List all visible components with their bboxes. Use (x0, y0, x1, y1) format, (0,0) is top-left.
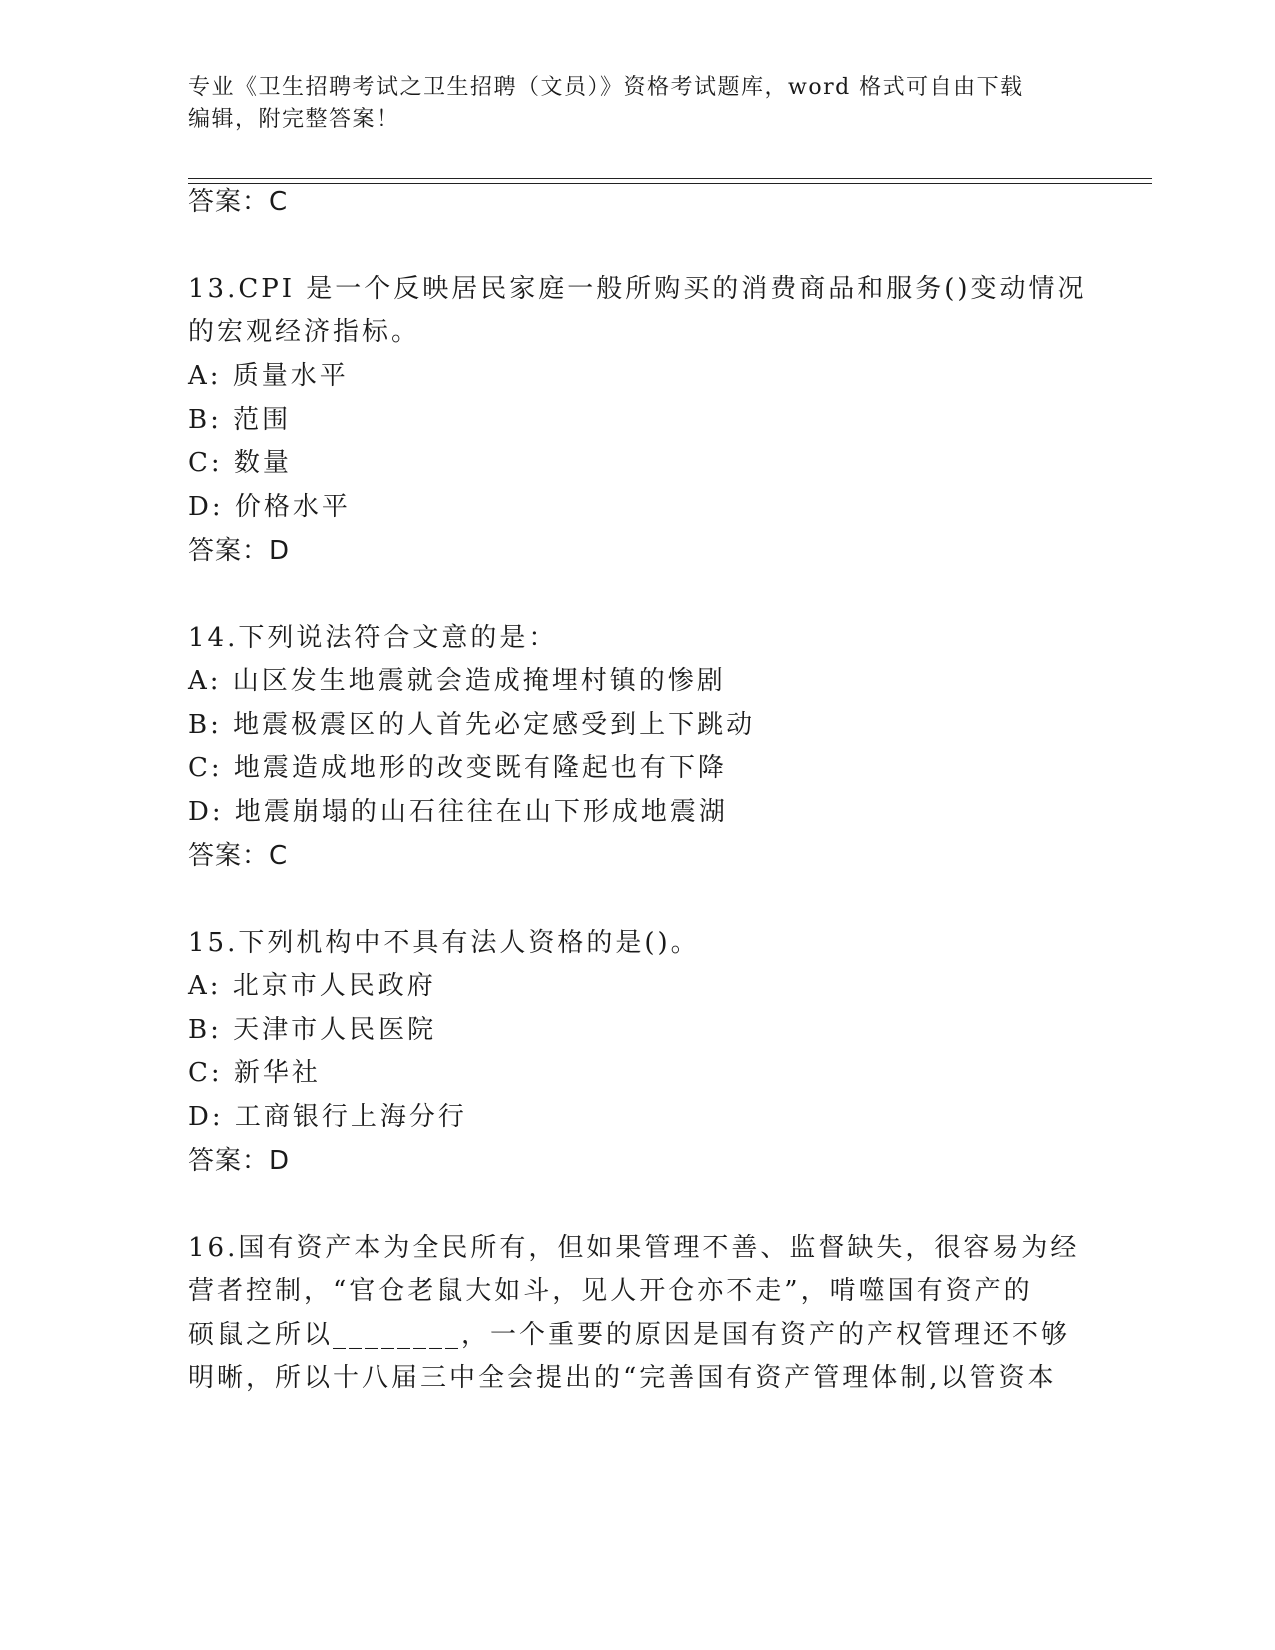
header-divider (188, 178, 1152, 184)
question-15-option-b: B: 天津市人民医院 (188, 1015, 437, 1045)
question-14-option-b: B: 地震极震区的人首先必定感受到上下跳动 (188, 710, 756, 740)
question-16-stem-line-2: 营者控制，“官仓老鼠大如斗，见人开仓亦不走”，啃噬国有资产的 (188, 1276, 1033, 1306)
question-13-option-a: A: 质量水平 (188, 361, 349, 391)
question-13-option-b: B: 范围 (188, 405, 292, 435)
question-13-option-d: D: 价格水平 (188, 492, 351, 522)
question-14-option-d: D: 地震崩塌的山石往往在山下形成地震湖 (188, 797, 728, 827)
answer-prev: 答案：C (188, 187, 289, 217)
question-13-stem-line-2: 的宏观经济指标。 (188, 317, 421, 347)
question-14-stem-line-1: 14.下列说法符合文意的是： (188, 623, 558, 653)
question-15-option-c: C: 新华社 (188, 1058, 321, 1088)
question-15-stem-line-1: 15.下列机构中不具有法人资格的是()。 (188, 928, 700, 958)
question-13-option-c: C: 数量 (188, 448, 292, 478)
question-13-answer: 答案：D (188, 536, 291, 566)
question-14-option-a: A: 山区发生地震就会造成掩埋村镇的惨剧 (188, 666, 726, 696)
document-header (188, 72, 1068, 136)
question-16-stem-line-4: 明晰，所以十八届三中全会提出的“完善国有资产管理体制,以管资本 (188, 1363, 1057, 1393)
question-15-option-a: A: 北京市人民政府 (188, 971, 436, 1001)
question-14-answer: 答案：C (188, 841, 289, 871)
question-13-stem-line-1: 13.CPI 是一个反映居民家庭一般所购买的消费商品和服务()变动情况 (188, 274, 1087, 304)
question-16-stem-line-1: 16.国有资产本为全民所有，但如果管理不善、监督缺失，很容易为经 (188, 1233, 1080, 1263)
question-16-stem-line-3: 硕鼠之所以________，一个重要的原因是国有资产的产权管理还不够 (188, 1320, 1071, 1350)
question-14-option-c: C: 地震造成地形的改变既有隆起也有下降 (188, 753, 727, 783)
header-line-1: 专业《卫生招聘考试之卫生招聘（文员）》资格考试题库，word 格式可自由下载 (188, 75, 1024, 100)
question-15-answer: 答案：D (188, 1146, 291, 1176)
header-line-2: 编辑，附完整答案！ (188, 107, 400, 132)
question-15-option-d: D: 工商银行上海分行 (188, 1102, 467, 1132)
